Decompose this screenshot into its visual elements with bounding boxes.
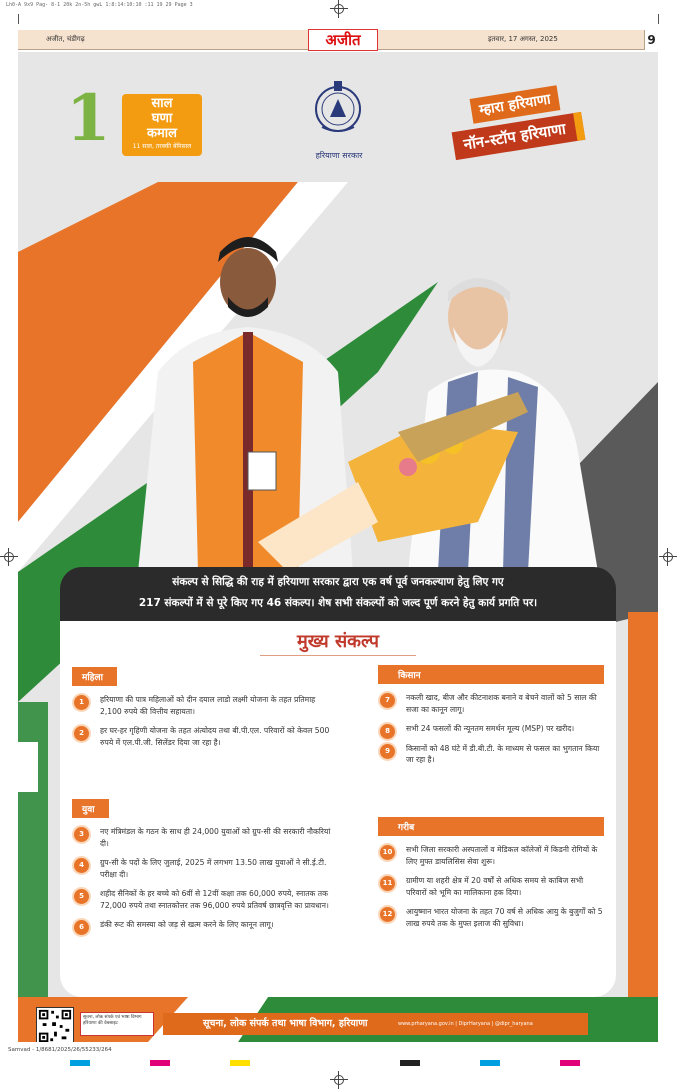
section-yuva [72,797,334,931]
registration-mark-bottom [330,1071,348,1089]
registration-mark-left [0,548,18,566]
color-bar-black [400,1060,420,1066]
page-number: 9 [644,30,658,50]
anniversary-badge [66,81,206,164]
item-number: 2 [74,726,89,741]
item-text: हर घर-हर गृहिणी योजना के तहत अंत्योदय तथा बी.पी.एल. परिवारों को केवल 500 रुपये में एल.पी.जी. सिलेंडर दिया जा रहा है। [100,726,330,747]
social-handles[interactable]: www.prharyana.gov.in | DiprHaryana | @dipr_haryana [398,1013,588,1035]
qr-code-icon[interactable] [36,1007,74,1042]
crop-mark [658,14,659,24]
section-label-garib: गरीब [378,817,604,836]
item-number: 12 [380,907,395,922]
badge-line3: कमाल [147,126,177,141]
header-date: इतवार, 17 अगस्त, 2025 [488,35,558,43]
item-text: हरियाणा की पात्र महिलाओं को दीन दयाल लाडो लक्ष्मी योजना के तहत प्रतिमाह 2,100 रुपये की वित्तीय सहायता। [100,695,316,716]
headline-line2: 217 संकल्पों में से पूरे किए गए 46 संकल्प। शेष सभी संकल्पों को जल्द पूर्ण करने हेतु कार्य प्रगति पर। [138,597,538,609]
item-text: शहीद सैनिकों के हर बच्चे को 6वीं से 12वीं कक्षा तक 60,000 रुपये, स्नातक तक 72,000 रुपये तथा स्नातकोत्तर तक 96,000 रुपये प्रतिवर्ष छात्रवृत्ति का प्रावधान। [100,889,329,910]
list-item [72,888,334,911]
list-item [72,919,334,931]
headline-line1: संकल्प से सिद्धि की राह में हरियाणा सरकार द्वारा एक वर्ष पूर्व जनकल्याण हेतु लिए गए [172,576,504,588]
item-number: 4 [74,858,89,873]
item-number: 10 [380,845,395,860]
item-number: 5 [74,889,89,904]
title-underline [260,655,416,656]
haryana-emblem-icon [308,77,368,137]
header-city: अजीत, चंडीगढ़ [46,35,85,43]
color-bar-cyan [480,1060,500,1066]
item-text: डंकी रूट की समस्या को जड़ से खत्म करने के लिए कानून लागू। [100,920,274,929]
item-text: नए मंत्रिमंडल के गठन के साथ ही 24,000 युवाओं को ग्रुप-सी की सरकारी नौकरियां दी। [100,827,331,848]
item-number: 7 [380,693,395,708]
list-item [378,743,604,766]
list-item [378,844,604,867]
registration-mark-top [330,0,348,18]
crop-mark [18,14,19,24]
item-text: सभी जिला सरकारी अस्पतालों व मेडिकल कॉलेजों में किडनी रोगियों के लिए मुफ्त डायलिसिस सेवा शुरू। [406,845,598,866]
color-bar-magenta [560,1060,580,1066]
list-item [378,723,604,735]
section-garib [378,817,604,929]
section-label-kisan: किसान [378,665,604,684]
department-name: सूचना, लोक संपर्क तथा भाषा विभाग, हरियाणा [163,1013,583,1035]
print-slug: Lh0-A 9x9 Pag- 8-1 20k 2n-5h gwL 1:8:14:10:10 :11 19 29 Page 3 [6,2,193,8]
color-bar-cyan [70,1060,90,1066]
badge-number: 1 [66,81,111,156]
badge-line2: घणा [151,111,173,126]
slogan-line1: म्हारा हरियाणा [470,85,561,123]
leaders-photo [98,222,618,572]
item-text: सभी 24 फसलों की न्यूनतम समर्थन मूल्य (MSP) पर खरीद। [406,724,575,733]
item-number: 6 [74,920,89,935]
list-item [378,906,604,929]
item-text: ग्रामीण या शहरी क्षेत्र में 20 वर्षों से अधिक समय से काबिज सभी परिवारों को भूमि का मालिकाना हक दिया। [406,876,584,897]
section-mahila [72,665,334,748]
main-title: मुख्य संकल्प [297,631,379,652]
badge-box [122,94,202,156]
resolutions-panel [60,621,616,997]
section-kisan [378,665,604,766]
list-item [72,694,334,717]
item-number: 1 [74,695,89,710]
newspaper-logo: अजीत [308,29,378,51]
item-text: आयुष्मान भारत योजना के तहत 70 वर्ष से अधिक आयु के बुजुर्गों को 5 लाख रुपये तक के मुफ्त इलाज की सुविधा। [406,907,603,928]
footer-bar [18,1007,658,1042]
badge-tagline: 11 साल, तरक्की बेमिसाल [132,143,192,150]
government-advertisement [18,52,658,1042]
list-item [72,857,334,880]
item-number: 9 [380,744,395,759]
item-number: 11 [380,876,395,891]
newspaper-header [18,30,658,50]
item-text: किसानों को 48 घंटे में डी.बी.टी. के माध्यम से फसल का भुगतान किया जा रहा है। [406,743,600,764]
headline-banner [60,567,616,621]
badge-line1: साल [151,96,173,111]
list-item [72,725,334,748]
item-number: 8 [380,724,395,739]
list-item [378,875,604,898]
color-bar-yellow [230,1060,250,1066]
registration-mark-right [659,548,677,566]
item-text: नकली खाद, बीज और कीटनाशक बनाने व बेचने वालों को 5 साल की सजा का कानून लागू। [406,693,597,714]
item-number: 3 [74,827,89,842]
list-item [378,692,604,715]
section-label-mahila: महिला [72,667,117,686]
color-bar-magenta [150,1060,170,1066]
slogan-banner [453,92,623,164]
samvad-code: Samvad - 1/8681/2025/26/55233/264 [8,1047,112,1053]
item-text: ग्रुप-सी के पदों के लिए जुलाई, 2025 में लगभग 13.50 लाख युवाओं ने सी.ई.टी. परीक्षा दी। [100,858,327,879]
slogan-line2: नॉन-स्टॉप हरियाणा [452,112,586,160]
emblem-caption: हरियाणा सरकार [315,151,363,160]
section-label-yuva: युवा [72,799,109,818]
list-item [72,826,334,849]
qr-caption: सूचना, लोक संपर्क एवं भाषा विभाग हरियाणा की वेबसाइट [80,1012,154,1036]
